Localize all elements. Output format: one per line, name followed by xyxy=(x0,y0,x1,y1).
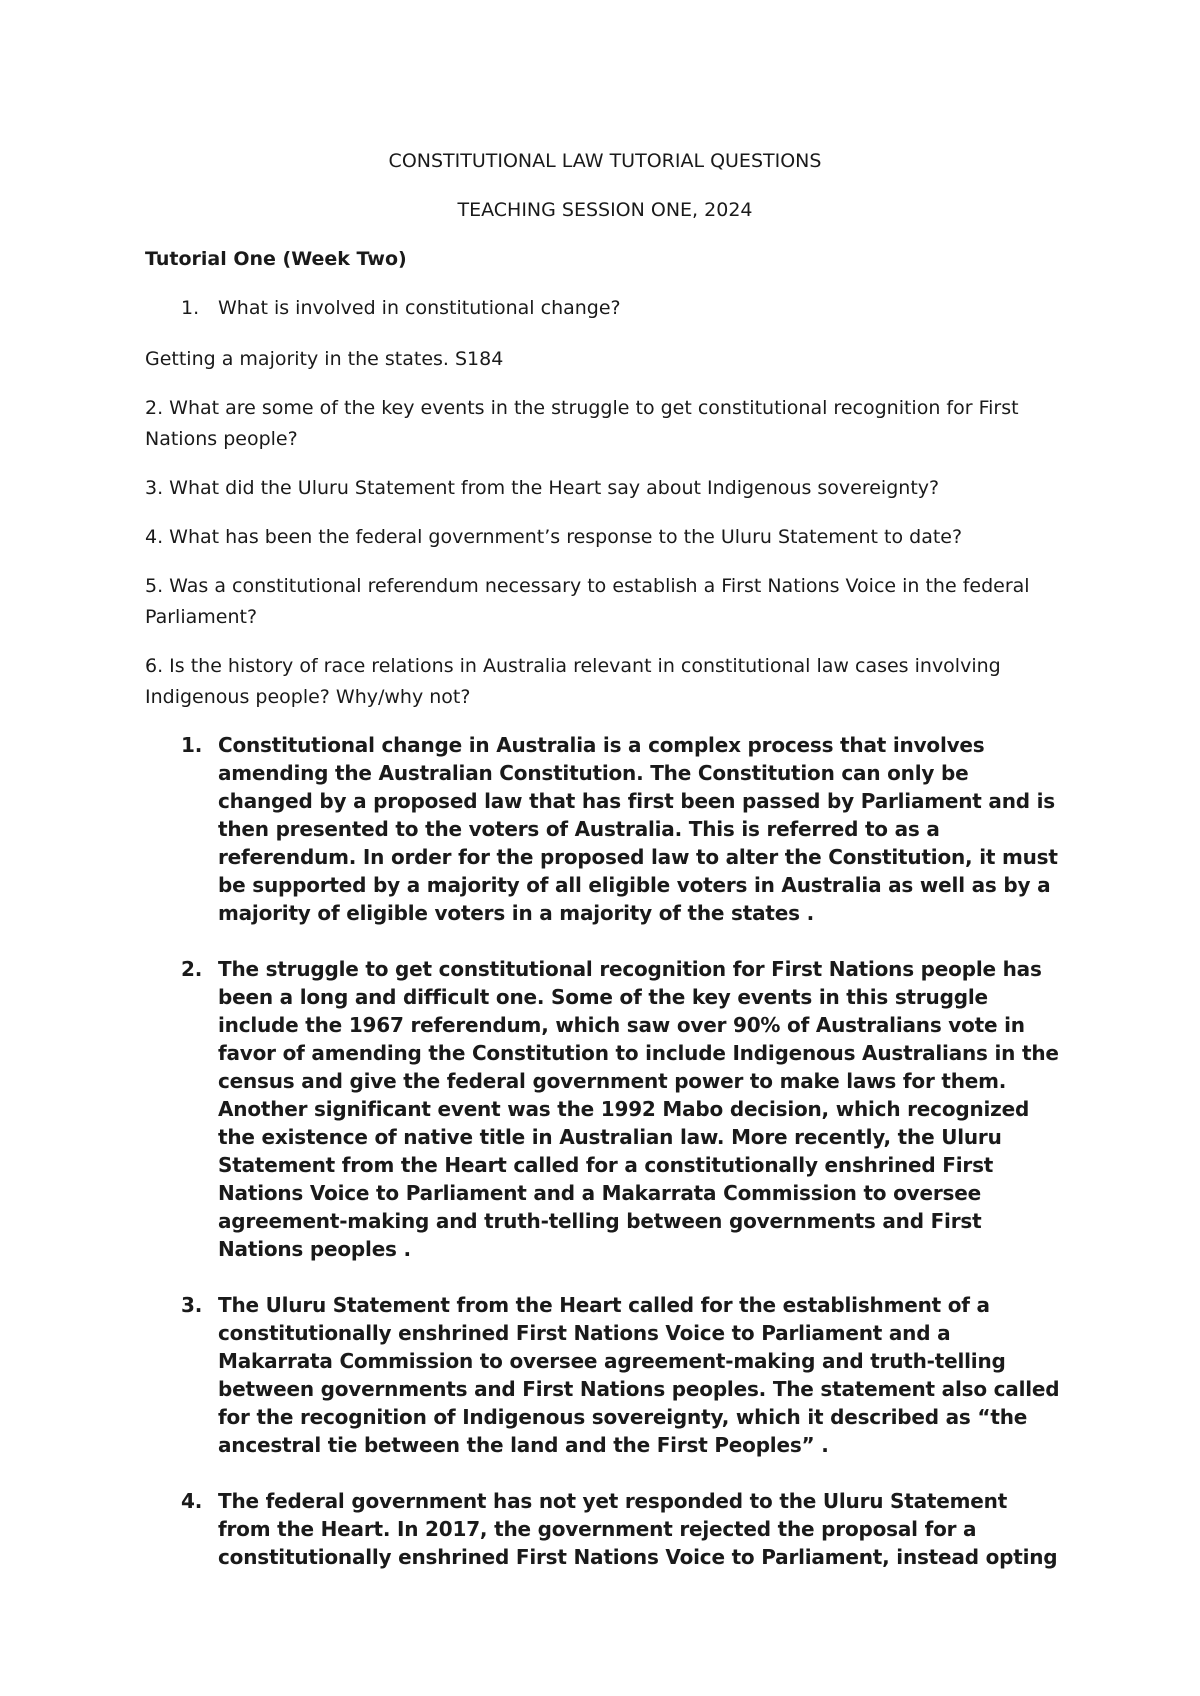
answers-list xyxy=(145,731,1065,1571)
question-5: 5. Was a constitutional referendum necessary to establish a First Nations Voice in the federal Parliament? xyxy=(145,575,1030,628)
answer-2-number: 2. xyxy=(181,957,203,981)
answer-item-4 xyxy=(145,1487,1065,1571)
answer-item-1 xyxy=(145,731,1065,927)
question-1-text: What is involved in constitutional change? xyxy=(218,297,621,319)
answer-3-text: The Uluru Statement from the Heart called for the establishment of a constitutionally enshrined First Nations Voice to Parliament and a Makarrata Commission to oversee agreement-making and truth-telling between governments and First Nations peoples. The statement also called for the recognition of Indigenous sovereignty, which it described as “the ancestral tie between the land and the First Peoples” . xyxy=(218,1293,1060,1457)
answer-note: Getting a majority in the states. S184 xyxy=(145,348,504,370)
answer-4-text: The federal government has not yet responded to the Uluru Statement from the Heart. In 2017, the government rejected the proposal for a constitutionally enshrined First Nations Voice to Parliament, instead opting xyxy=(218,1489,1058,1569)
question-1-number: 1. xyxy=(181,297,200,319)
question-4: 4. What has been the federal government’s response to the Uluru Statement to date? xyxy=(145,526,963,548)
first-question-list xyxy=(145,295,1065,321)
answer-item-2 xyxy=(145,955,1065,1263)
tutorial-heading: Tutorial One (Week Two) xyxy=(145,248,407,270)
answer-1-number: 1. xyxy=(181,733,203,757)
answer-2-text: The struggle to get constitutional recognition for First Nations people has been a long and difficult one. Some of the key events in this struggle include the 1967 referendum, which saw over 90% of Australians vote in favor of amending the Constitution to include Indigenous Australians in the census and give the federal government power to make laws for them. Another significant event was the 1992 Mabo decision, which recognized the existence of native title in Australian law. More recently, the Uluru Statement from the Heart called for a constitutionally enshrined First Nations Voice to Parliament and a Makarrata Commission to oversee agreement-making and truth-telling between governments and First Nations peoples . xyxy=(218,957,1059,1261)
document-subtitle: TEACHING SESSION ONE, 2024 xyxy=(457,199,753,221)
question-2: 2. What are some of the key events in the struggle to get constitutional recognition for First Nations people? xyxy=(145,397,1019,450)
document-content xyxy=(145,148,1065,1599)
answer-3-number: 3. xyxy=(181,1293,203,1317)
answer-item-3 xyxy=(145,1291,1065,1459)
question-6: 6. Is the history of race relations in Australia relevant in constitutional law cases involving Indigenous people? Why/why not? xyxy=(145,655,1001,708)
answer-1-text: Constitutional change in Australia is a complex process that involves amending the Australian Constitution. The Constitution can only be changed by a proposed law that has first been passed by Parliament and is then presented to the voters of Australia. This is referred to as a referendum. In order for the proposed law to alter the Constitution, it must be supported by a majority of all eligible voters in Australia as well as by a majority of eligible voters in a majority of the states . xyxy=(218,733,1058,925)
question-1 xyxy=(145,295,1065,321)
question-3: 3. What did the Uluru Statement from the Heart say about Indigenous sovereignty? xyxy=(145,477,940,499)
answer-4-number: 4. xyxy=(181,1489,203,1513)
document-title: CONSTITUTIONAL LAW TUTORIAL QUESTIONS xyxy=(388,150,822,172)
